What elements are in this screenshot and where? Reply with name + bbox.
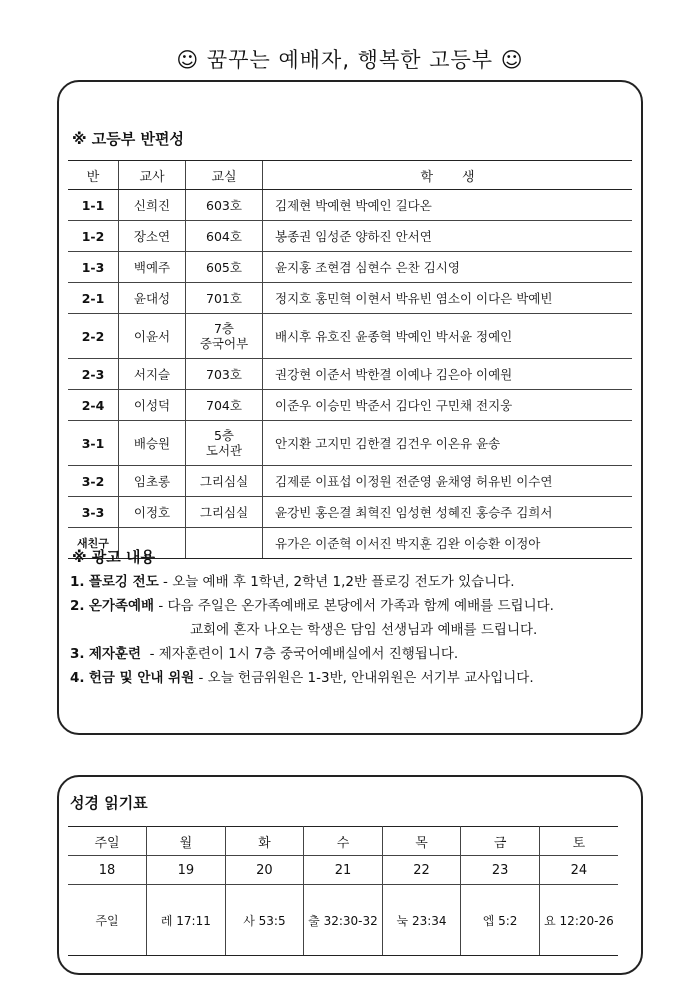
room-cell (186, 528, 263, 559)
ad-continuation: 교회에 혼자 나오는 학생은 담임 선생님과 예배를 드립니다. (190, 622, 538, 638)
room-cell: 603호 (186, 190, 263, 221)
ads-list (70, 570, 650, 690)
table-row (68, 497, 632, 528)
students-cell: 봉종권 임성준 양하진 안서연 (263, 221, 633, 252)
day-cell: 토 (539, 827, 618, 856)
ad-item (70, 642, 650, 666)
ad-text: - 제자훈련이 1시 7층 중국어예배실에서 진행됩니다. (141, 646, 459, 662)
ban-cell: 3-3 (68, 497, 119, 528)
ban-cell: 2-2 (68, 314, 119, 359)
date-cell: 22 (382, 856, 461, 885)
ad-number: 2. (70, 598, 85, 614)
room-cell: 605호 (186, 252, 263, 283)
day-cell: 월 (147, 827, 226, 856)
table-row (68, 421, 632, 466)
reading-cell: 사 53:5 (225, 885, 304, 956)
ban-cell: 2-4 (68, 390, 119, 421)
date-cell: 20 (225, 856, 304, 885)
room-cell (186, 421, 263, 466)
ad-item (70, 594, 650, 618)
class-section-heading: ※ 고등부 반편성 (72, 130, 184, 148)
table-row (68, 314, 632, 359)
ads-heading: ※ 광고 내용 (72, 548, 155, 566)
ad-title: 제자훈련 (88, 646, 141, 662)
room-cell: 701호 (186, 283, 263, 314)
students-cell: 유가은 이준혁 이서진 박지훈 김완 이승환 이정아 (263, 528, 633, 559)
ad-number: 3. (70, 646, 85, 662)
teacher-cell: 백예주 (119, 252, 186, 283)
date-cell: 23 (461, 856, 540, 885)
day-cell: 금 (461, 827, 540, 856)
students-cell: 김제현 박예현 박예인 길다온 (263, 190, 633, 221)
ad-title: 헌금 및 안내 위원 (88, 670, 195, 686)
teacher-cell: 윤대성 (119, 283, 186, 314)
room-cell: 704호 (186, 390, 263, 421)
students-cell: 김제룬 이표섭 이정원 전준영 윤채영 허유빈 이수연 (263, 466, 633, 497)
ban-cell: 2-1 (68, 283, 119, 314)
table-row (68, 252, 632, 283)
column-header-students: 학 생 (263, 161, 633, 190)
students-cell: 정지호 홍민혁 이현서 박유빈 염소이 이다은 박예빈 (263, 283, 633, 314)
ad-item (70, 666, 650, 690)
date-cell: 24 (539, 856, 618, 885)
ad-number: 1. (70, 574, 85, 590)
dates-row (68, 856, 618, 885)
students-cell: 안지환 고지민 김한결 김건우 이온유 윤송 (263, 421, 633, 466)
table-row (68, 283, 632, 314)
date-cell: 19 (147, 856, 226, 885)
teacher-cell: 이윤서 (119, 314, 186, 359)
table-row (68, 466, 632, 497)
ad-title: 플로깅 전도 (88, 574, 159, 590)
column-header-ban: 반 (68, 161, 119, 190)
reading-cell: 눅 23:34 (382, 885, 461, 956)
day-cell: 수 (304, 827, 383, 856)
reading-cell: 출 32:30-32 (304, 885, 383, 956)
date-cell: 21 (304, 856, 383, 885)
students-cell: 권강현 이준서 박한결 이예나 김은아 이예원 (263, 359, 633, 390)
ad-text: - 오늘 헌금위원은 1-3반, 안내위원은 서기부 교사입니다. (194, 670, 534, 686)
students-cell: 배시후 유호진 윤종혁 박예인 박서윤 정예인 (263, 314, 633, 359)
students-cell: 윤강빈 홍은결 최혁진 임성현 성혜진 홍승주 김희서 (263, 497, 633, 528)
room-cell: 703호 (186, 359, 263, 390)
teacher-cell: 장소연 (119, 221, 186, 252)
reading-table (68, 826, 618, 956)
table-row (68, 359, 632, 390)
ad-title: 온가족예배 (88, 598, 155, 614)
teacher-cell: 서지슬 (119, 359, 186, 390)
teacher-cell: 신희진 (119, 190, 186, 221)
readings-row (68, 885, 618, 956)
room-line-1: 7층 (213, 321, 235, 336)
ad-number: 4. (70, 670, 85, 686)
room-cell (186, 314, 263, 359)
room-line-2: 도서관 (205, 443, 243, 458)
ad-text: - 다음 주일은 온가족예배로 본당에서 가족과 함께 예배를 드립니다. (154, 598, 554, 614)
students-cell: 윤지홍 조현겸 심현수 은찬 김시영 (263, 252, 633, 283)
room-line-1: 5층 (213, 428, 235, 443)
ad-text: - 오늘 예배 후 1학년, 2학년 1,2반 플로깅 전도가 있습니다. (158, 574, 515, 590)
reading-cell: 요 12:20-26 (539, 885, 618, 956)
date-cell: 18 (68, 856, 147, 885)
ban-cell: 3-1 (68, 421, 119, 466)
teacher-cell: 이정호 (119, 497, 186, 528)
class-table (68, 160, 632, 559)
reading-cell: 엡 5:2 (461, 885, 540, 956)
ban-cell: 1-2 (68, 221, 119, 252)
room-cell: 그리심실 (186, 466, 263, 497)
column-header-room: 교실 (186, 161, 263, 190)
room-line-2: 중국어부 (199, 336, 249, 351)
teacher-cell: 이성덕 (119, 390, 186, 421)
students-cell: 이준우 이승민 박준서 김다인 구민채 전지웅 (263, 390, 633, 421)
ad-item (70, 570, 650, 594)
days-row (68, 827, 618, 856)
page-title: ☺ 꿈꾸는 예배자, 행복한 고등부 ☺ (176, 48, 524, 72)
reading-heading: 성경 읽기표 (70, 794, 148, 812)
ban-cell: 새친구 (68, 528, 119, 559)
ban-cell: 2-3 (68, 359, 119, 390)
ban-cell: 1-3 (68, 252, 119, 283)
table-row (68, 221, 632, 252)
column-header-teacher: 교사 (119, 161, 186, 190)
ban-cell: 3-2 (68, 466, 119, 497)
table-row (68, 190, 632, 221)
teacher-cell: 배승원 (119, 421, 186, 466)
day-cell: 주일 (68, 827, 147, 856)
ban-cell: 1-1 (68, 190, 119, 221)
day-cell: 목 (382, 827, 461, 856)
reading-cell: 레 17:11 (147, 885, 226, 956)
table-row (68, 390, 632, 421)
day-cell: 화 (225, 827, 304, 856)
teacher-cell: 임초롱 (119, 466, 186, 497)
table-header-row (68, 161, 632, 190)
room-cell: 604호 (186, 221, 263, 252)
room-cell: 그리심실 (186, 497, 263, 528)
reading-cell: 주일 (68, 885, 147, 956)
